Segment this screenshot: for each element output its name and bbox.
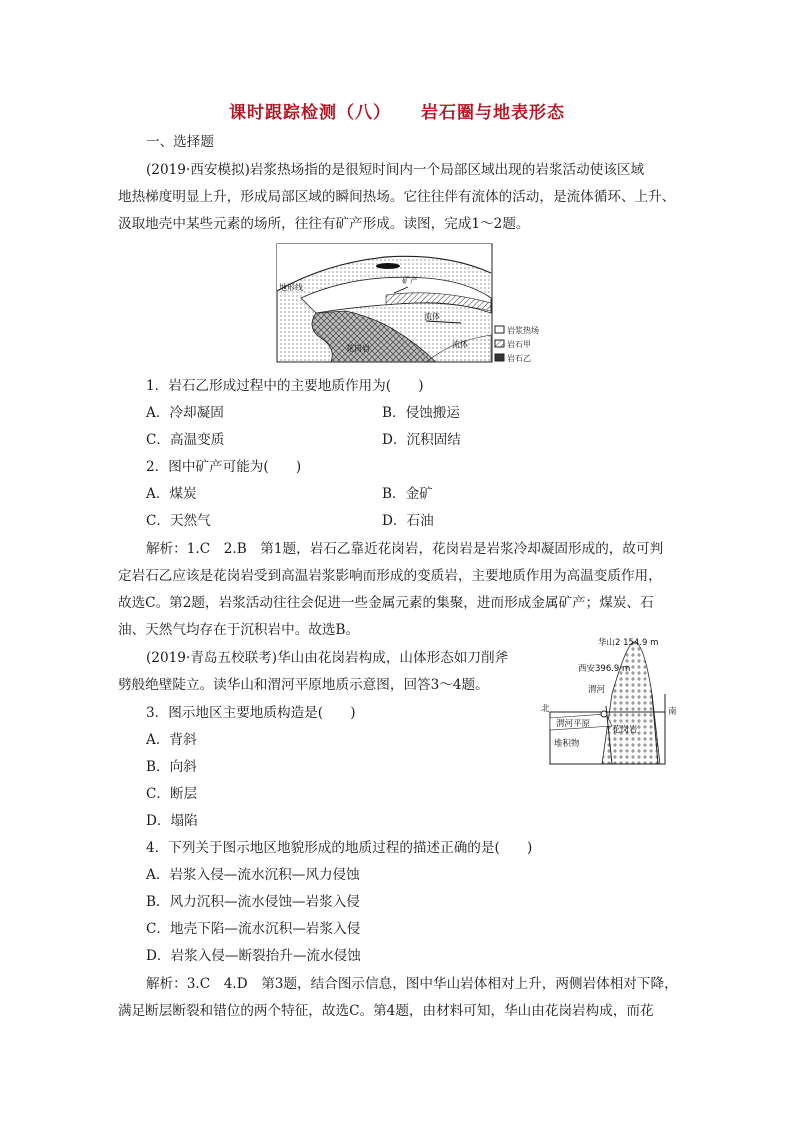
q4-stem: 4．下列关于图示地区地貌形成的地质过程的描述正确的是( ): [146, 840, 533, 856]
q1-option-a: A．冷却凝固: [146, 405, 224, 421]
south-label: 南: [668, 707, 677, 717]
q3-option-c: C．断层: [146, 786, 198, 802]
q4-option-b: B．风力沉积—流水侵蚀—岩浆入侵: [146, 894, 360, 910]
north-label: 北: [541, 704, 550, 714]
q3-stem: 3．图示地区主要地质构造是( ): [146, 705, 356, 721]
q1-option-d: D．沉积固结: [382, 432, 461, 448]
answer-3-4-line-1: 解析：3.C 4.D 第3题，结合图示信息，图中华山岩体相对上升，两侧岩体相对下降，: [146, 976, 678, 992]
intro2-line-2: 劈般绝壁陡立。读华山和渭河平原地质示意图，回答3～4题。: [118, 677, 489, 693]
granite-mountain: [602, 642, 660, 764]
legend-rock-b: 岩石乙: [507, 354, 531, 363]
answer-1-2-line-4: 油、天然气均存在于沉积岩中。故选B。: [118, 622, 360, 638]
legend-swatch-rock-a: [495, 340, 504, 347]
q1-stem: 1．岩石乙形成过程中的主要地质作用为( ): [146, 378, 424, 394]
granite-label: 花岗岩: [346, 344, 370, 353]
sediment-label: 堆积物: [554, 739, 580, 749]
xian-label: 西安396.9 m: [578, 664, 631, 674]
q2-option-d: D．石油: [382, 513, 434, 529]
q2-option-c: C．天然气: [146, 513, 211, 529]
fluid-label: 流体: [424, 312, 440, 321]
peak-label: 华山2 154.9 m: [598, 638, 659, 648]
q2-option-a: A．煤炭: [146, 486, 197, 502]
answer-1-2-line-1: 解析：1.C 2.B 第1题，岩石乙靠近花岗岩，花岗岩是岩浆冷却凝固形成的，故可判: [146, 541, 664, 557]
answer-3-4-line-2: 满足断层断裂和错位的两个特征，故选C。第4题，由材料可知，华山由花岗岩构成，而花: [118, 1003, 654, 1019]
answer-1-2-line-2: 定岩石乙应该是花岗岩受到高温岩浆影响而形成的变质岩，主要地质作用为高温变质作用，: [118, 568, 662, 584]
terrain-label: 地形线: [279, 283, 303, 292]
q3-option-d: D．塌陷: [146, 813, 198, 829]
q3-option-b: B．向斜: [146, 759, 197, 775]
q2-stem: 2．图中矿产可能为( ): [146, 459, 302, 475]
fluid2-label: 流体: [452, 340, 468, 349]
granite-label-2: 花岗岩: [612, 725, 638, 735]
intro2-line-1: (2019·青岛五校联考)华山由花岗岩构成，山体形态如刀削斧: [146, 650, 509, 666]
intro-line-1: (2019·西安模拟)岩浆热场指的是很短时间内一个局部区域出现的岩浆活动使该区域: [146, 162, 645, 178]
legend-swatch-rock-b: [495, 354, 504, 361]
q3-option-a: A．背斜: [146, 732, 197, 748]
magma-heat-field-diagram: [276, 243, 558, 365]
river-label: 渭河: [588, 685, 606, 695]
page-title: 课时跟踪检测（八） 岩石圈与地表形态: [229, 103, 565, 123]
huashan-geology-diagram: [540, 634, 680, 766]
section-heading: 一、选择题: [146, 134, 214, 150]
q4-option-a: A．岩浆入侵—流水沉积—风力侵蚀: [146, 867, 360, 883]
q2-option-b: B．金矿: [382, 486, 433, 502]
intro-line-3: 汲取地壳中某些元素的场所，往往有矿产形成。读图，完成1～2题。: [118, 216, 530, 232]
answer-1-2-line-3: 故选C。第2题，岩浆活动往往会促进一些金属元素的集聚，进而形成金属矿产；煤炭、石: [118, 595, 654, 611]
q4-option-c: C．地壳下陷—流水沉积—岩浆入侵: [146, 921, 361, 937]
q1-option-b: B．侵蚀搬运: [382, 405, 460, 421]
intro-line-2: 地热梯度明显上升，形成局部区域的瞬间热场。它往往伴有流体的活动，是流体循环、上升、: [118, 189, 676, 205]
legend-rock-a: 岩石甲: [507, 340, 531, 349]
q1-option-c: C．高温变质: [146, 432, 225, 448]
plain-label: 渭河平原: [556, 719, 591, 729]
ore-label: 矿产: [402, 276, 418, 285]
q4-option-d: D．岩浆入侵—断裂抬升—流水侵蚀: [146, 948, 361, 964]
legend-heat: 岩浆热场: [507, 326, 539, 335]
legend-swatch-heat: [495, 326, 504, 333]
